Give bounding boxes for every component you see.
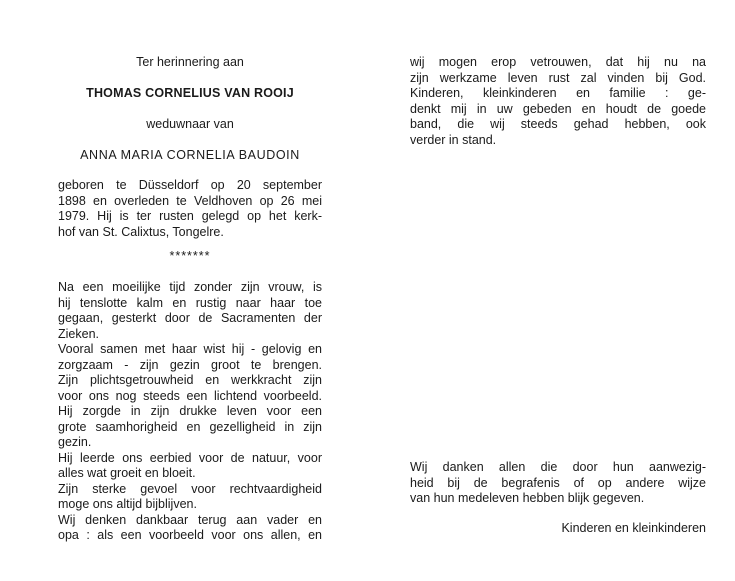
- body-line: hij tenslotte kalm en rustig naar haar toe: [58, 295, 322, 310]
- deceased-name: THOMAS CORNELIUS VAN ROOIJ: [86, 86, 294, 100]
- body-line: denkt mij in uw gebeden en houdt de goede: [410, 101, 706, 116]
- body-line: Vooral samen met haar wist hij - gelovig en: [58, 342, 322, 356]
- thanks-line: van hun medeleven hebben blijk gegeven.: [410, 491, 645, 505]
- body-line: opa : als een voorbeeld voor ons allen, en: [58, 528, 322, 542]
- bio-paragraph: [58, 178, 322, 240]
- bio-line: geboren te Düsseldorf op 20 september: [58, 178, 322, 192]
- body-line: gegaan, gesterkt door de Sacramenten der: [58, 311, 322, 325]
- thanks-paragraph: [410, 460, 706, 507]
- body-line: Na een moeilijke tijd zonder zijn vrouw, is: [58, 280, 322, 294]
- thanks-line: Wij danken allen die door hun aanwezig-: [410, 460, 706, 474]
- body-line: Kinderen, kleinkinderen en familie : ge-: [410, 86, 706, 100]
- bio-line: 1898 en overleden te Veldhoven op 26 mei: [58, 193, 322, 208]
- spouse-name: ANNA MARIA CORNELIA BAUDOIN: [80, 148, 300, 162]
- body-line: Hij zorgde in zijn drukke leven voor een: [58, 404, 322, 418]
- intro-text: Ter herinnering aan: [136, 55, 244, 69]
- closing-paragraph: [410, 55, 706, 148]
- body-line: Hij leerde ons eerbied voor de natuur, voor: [58, 450, 322, 465]
- signature: Kinderen en kleinkinderen: [561, 521, 706, 535]
- body-paragraph: [58, 280, 322, 544]
- body-line: zijn werkzame leven rust zal vinden bij God.: [410, 70, 706, 85]
- body-line: Zieken.: [58, 326, 99, 341]
- body-line: verder in stand.: [410, 132, 497, 147]
- body-line: voor ons nog steeds een lichtend voorbeeld.: [58, 388, 322, 403]
- body-line: grote saamhorigheid en gezelligheid in zijn: [58, 419, 322, 434]
- body-line: Zijn plichtsgetrouwheid en werkkracht zijn: [58, 373, 322, 387]
- body-line: zorgzaam - zijn gezin groot te brengen.: [58, 357, 322, 372]
- bio-line: 1979. Hij is ter rusten gelegd op het kerk-: [58, 209, 322, 223]
- body-line: gezin.: [58, 435, 92, 449]
- separator: *******: [169, 249, 211, 263]
- body-line: moge ons altijd bijblijven.: [58, 497, 197, 511]
- relation-text: weduwnaar van: [146, 117, 234, 131]
- body-line: Zijn sterke gevoel voor rechtvaardigheid: [58, 481, 322, 496]
- body-line: wij mogen erop vetrouwen, dat hij nu na: [410, 55, 706, 69]
- body-line: band, die wij steeds gehad hebben, ook: [410, 117, 706, 131]
- body-line: alles wat groeit en bloeit.: [58, 466, 196, 480]
- thanks-line: heid bij de begrafenis of op andere wijze: [410, 475, 706, 490]
- bio-line: hof van St. Calixtus, Tongelre.: [58, 224, 224, 239]
- body-line: Wij denken dankbaar terug aan vader en: [58, 512, 322, 527]
